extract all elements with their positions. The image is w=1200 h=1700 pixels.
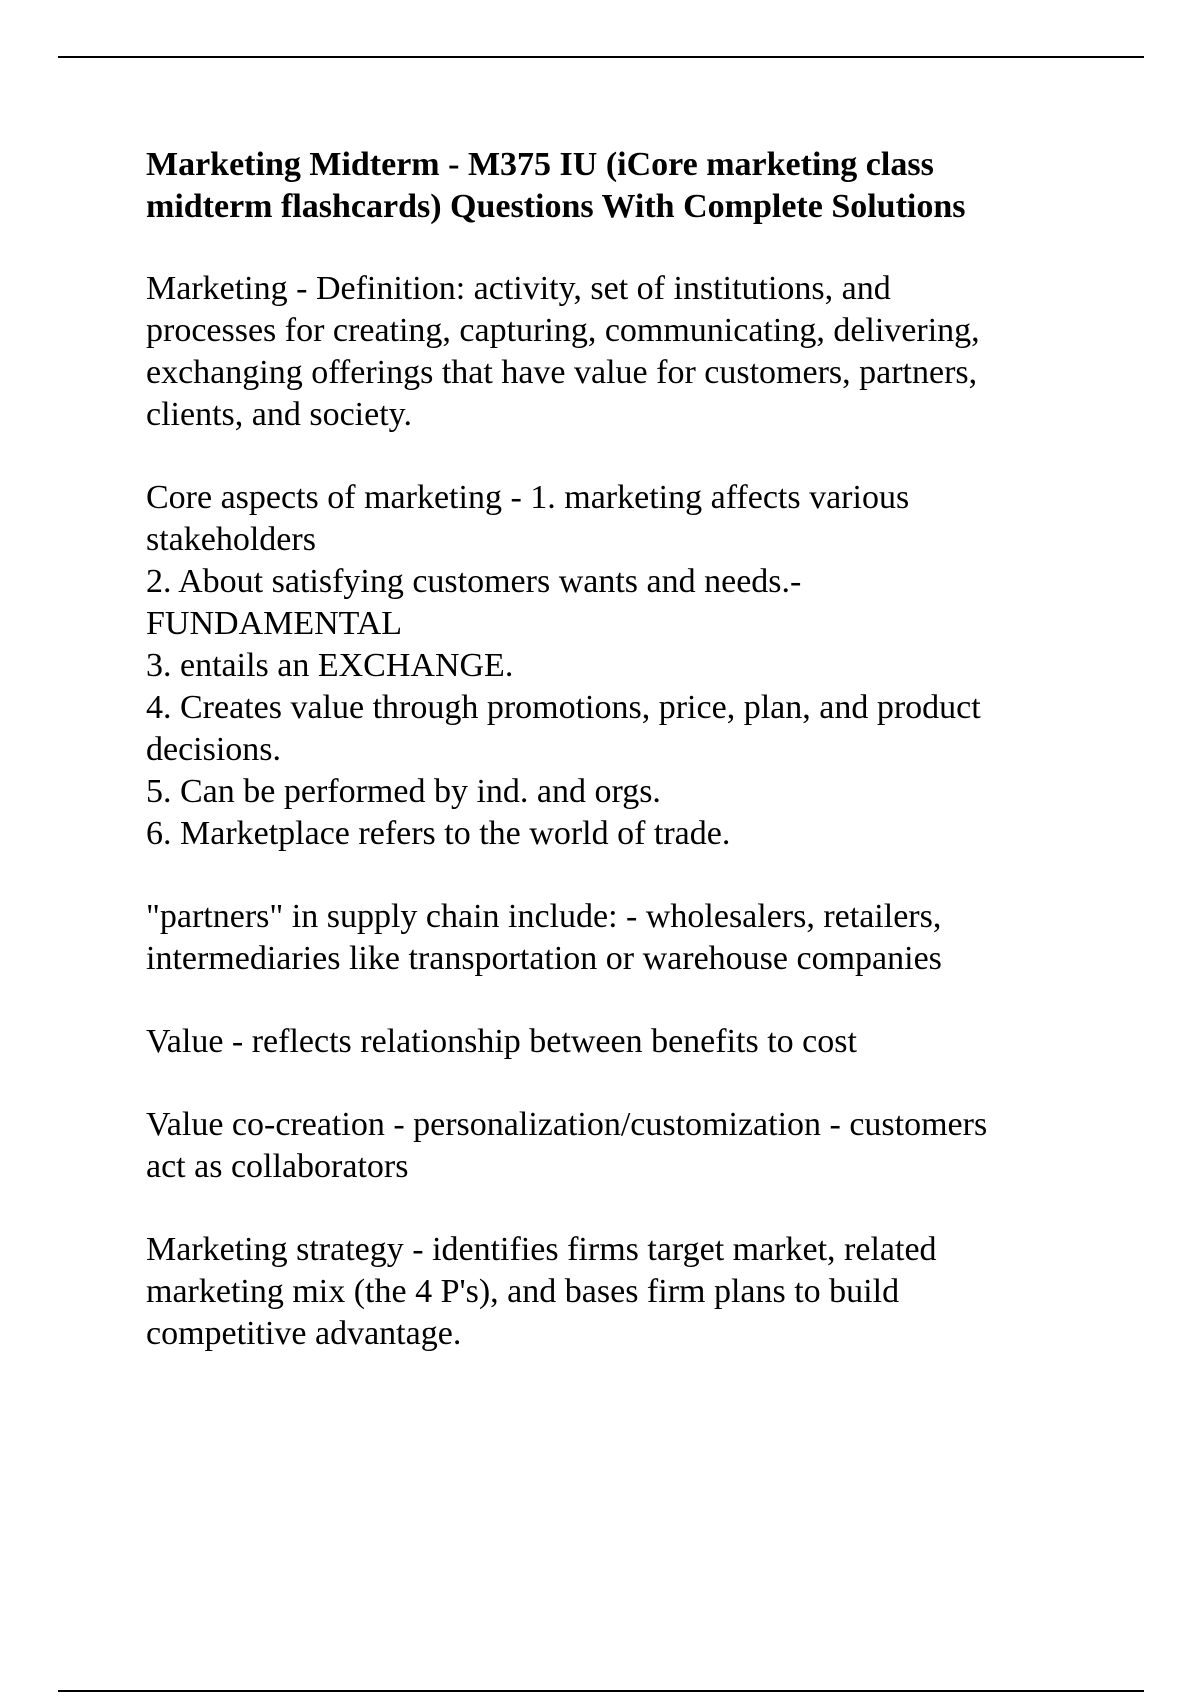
entry-line: processes for creating, capturing, communicating, delivering, — [146, 312, 980, 349]
entry-line: intermediaries like transportation or warehouse companies — [146, 940, 942, 977]
entry-line: 3. entails an EXCHANGE. — [146, 647, 514, 684]
entry-line: FUNDAMENTAL — [146, 605, 403, 642]
entry-line: Marketing - Definition: activity, set of institutions, and — [146, 270, 891, 307]
title-line: Marketing Midterm - M375 IU (iCore marketing class — [146, 146, 934, 183]
entry-line: stakeholders — [146, 521, 316, 558]
document-title — [146, 144, 1076, 228]
entry-line: Value - reflects relationship between benefits to cost — [146, 1023, 857, 1060]
flashcard-entry-marketing-strategy — [146, 1229, 1076, 1355]
entry-line: 6. Marketplace refers to the world of trade. — [146, 815, 731, 852]
entry-line: exchanging offerings that have value for customers, partners, — [146, 354, 978, 391]
entry-line: Marketing strategy - identifies firms target market, related — [146, 1231, 937, 1268]
flashcard-entry-value — [146, 1021, 1076, 1063]
flashcard-entry-core-aspects — [146, 477, 1076, 855]
entry-line: "partners" in supply chain include: - wholesalers, retailers, — [146, 898, 942, 935]
entry-line: clients, and society. — [146, 396, 412, 433]
bottom-divider — [58, 1690, 1144, 1692]
page-content — [146, 144, 1076, 1396]
entry-line: marketing mix (the 4 P's), and bases firm plans to build — [146, 1273, 900, 1310]
entry-line: Value co-creation - personalization/customization - customers — [146, 1106, 988, 1143]
title-line: midterm flashcards) Questions With Complete Solutions — [146, 188, 966, 225]
entry-line: 2. About satisfying customers wants and needs.- — [146, 563, 802, 600]
flashcard-entry-value-co-creation — [146, 1104, 1076, 1188]
entry-line: Core aspects of marketing - 1. marketing affects various — [146, 479, 910, 516]
flashcard-entry-supply-chain-partners — [146, 896, 1076, 980]
entry-line: 4. Creates value through promotions, price, plan, and product — [146, 689, 981, 726]
entry-line: competitive advantage. — [146, 1315, 462, 1352]
entry-line: 5. Can be performed by ind. and orgs. — [146, 773, 661, 810]
entry-line: decisions. — [146, 731, 282, 768]
flashcard-entry-marketing-definition — [146, 268, 1076, 436]
entry-line: act as collaborators — [146, 1148, 409, 1185]
top-divider — [58, 56, 1144, 58]
